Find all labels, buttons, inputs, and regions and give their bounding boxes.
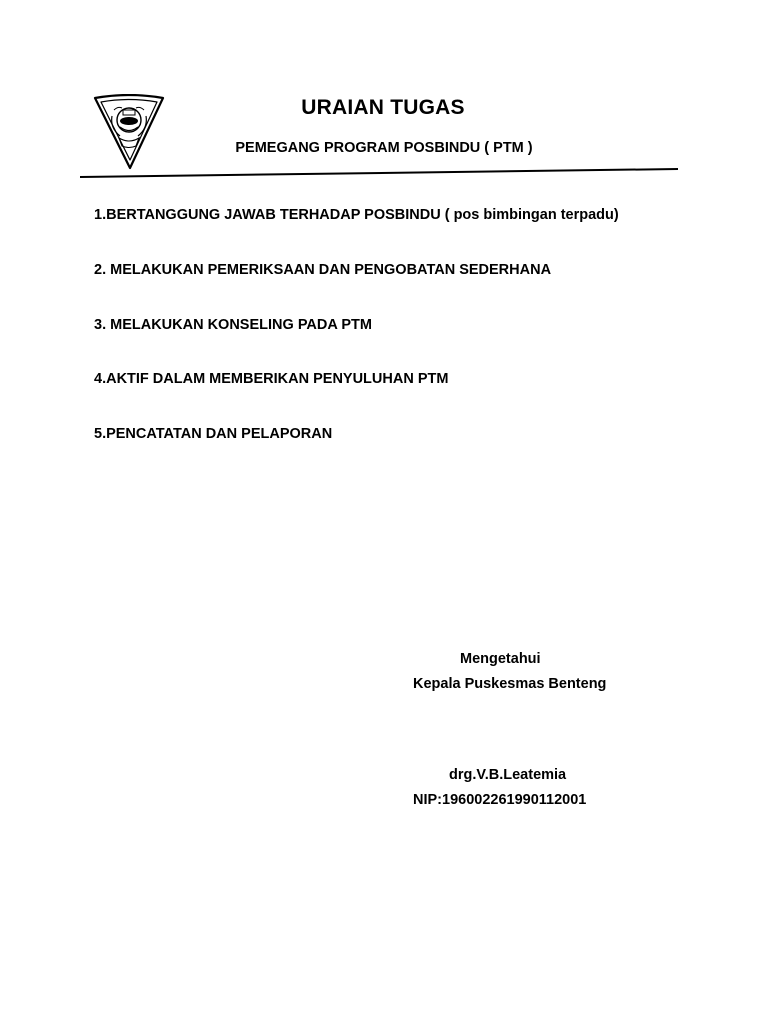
document-title: URAIAN TUGAS [301,96,465,119]
task-item-3: 3. MELAKUKAN KONSELING PADA PTM [94,317,372,333]
signature-nip: NIP:196002261990112001 [413,792,587,808]
task-item-5: 5.PENCATATAN DAN PELAPORAN [94,426,333,442]
signature-name: drg.V.B.Leatemia [449,767,567,783]
document-subtitle: PEMEGANG PROGRAM POSBINDU ( PTM ) [235,140,533,156]
signature-acknowledged: Mengetahui [460,651,541,667]
task-item-4: 4.AKTIF DALAM MEMBERIKAN PENYULUHAN PTM [94,371,449,387]
task-item-1: 1.BERTANGGUNG JAWAB TERHADAP POSBINDU ( pos bimbingan terpadu) [94,207,619,223]
signature-position: Kepala Puskesmas Benteng [413,676,607,692]
header-divider [80,168,678,180]
task-item-2: 2. MELAKUKAN PEMERIKSAAN DAN PENGOBATAN SEDERHANA [94,262,552,278]
